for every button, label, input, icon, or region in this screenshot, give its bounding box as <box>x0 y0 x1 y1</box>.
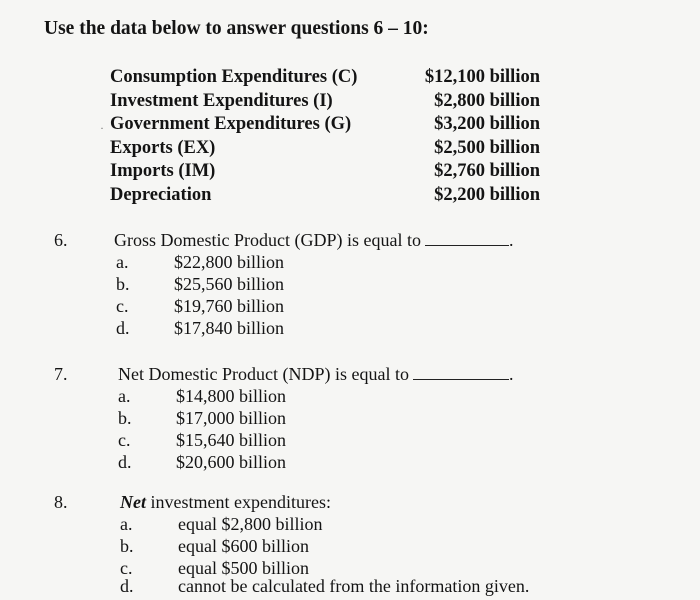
option-text: $17,000 billion <box>176 408 287 428</box>
data-row <box>110 185 540 209</box>
margin-dot: · <box>100 121 104 135</box>
data-value: $2,500 billion <box>434 137 540 158</box>
option-text: $15,640 billion <box>176 430 287 450</box>
question-number: 8. <box>54 492 68 512</box>
option-text: equal $2,800 billion <box>178 514 323 534</box>
option-text: $14,800 billion <box>176 386 287 406</box>
option-text: $19,760 billion <box>174 296 285 316</box>
data-value: $2,200 billion <box>434 184 540 205</box>
option-text: cannot be calculated from the information given. <box>178 576 530 596</box>
data-row <box>110 114 540 138</box>
data-label: Imports (IM) <box>110 161 216 181</box>
option-letter: d. <box>120 576 134 596</box>
data-row <box>110 67 540 91</box>
option-text: equal $500 billion <box>178 558 309 578</box>
data-value: $3,200 billion <box>434 114 540 134</box>
option-letter: b. <box>116 274 130 294</box>
option-letter: c. <box>118 430 131 450</box>
data-label: Exports (EX) <box>110 137 216 158</box>
question-prompt: investment expenditures: <box>146 492 331 512</box>
data-table <box>110 67 540 208</box>
data-row <box>110 138 540 162</box>
option-text: equal $600 billion <box>178 536 309 556</box>
data-value: $2,800 billion <box>434 90 540 111</box>
data-value: $2,760 billion <box>434 161 540 181</box>
question-prompt: Net Domestic Product (NDP) is equal to <box>118 364 409 384</box>
option-letter: b. <box>120 536 134 556</box>
option-letter: d. <box>118 452 132 472</box>
data-label: Government Expenditures (G) <box>110 114 352 134</box>
question-end: . <box>508 364 514 384</box>
question-6 <box>54 230 614 345</box>
question-emphasis: Net <box>120 492 146 512</box>
option-letter: d. <box>116 318 130 338</box>
data-label: Consumption Expenditures (C) <box>110 67 358 87</box>
question-number: 7. <box>54 364 68 384</box>
data-row <box>110 161 540 185</box>
option-text: $22,800 billion <box>174 252 285 272</box>
question-text <box>118 364 513 385</box>
option-letter: c. <box>120 558 133 578</box>
option-letter: b. <box>118 408 132 428</box>
answer-blank <box>413 365 509 380</box>
question-7 <box>54 364 614 479</box>
question-text <box>114 230 513 251</box>
question-end: . <box>508 230 514 250</box>
option-letter: a. <box>120 514 133 534</box>
option-letter: a. <box>116 252 129 272</box>
option-text: $17,840 billion <box>174 318 285 338</box>
question-text <box>120 492 331 513</box>
option-text: $25,560 billion <box>174 274 285 294</box>
option-letter: a. <box>118 386 131 406</box>
option-letter: c. <box>116 296 129 316</box>
data-row <box>110 91 540 115</box>
data-label: Investment Expenditures (I) <box>110 90 333 111</box>
question-number: 6. <box>54 230 68 250</box>
question-prompt: Gross Domestic Product (GDP) is equal to <box>114 230 421 250</box>
question-8 <box>54 492 654 598</box>
option-text: $20,600 billion <box>176 452 287 472</box>
data-label: Depreciation <box>110 184 212 205</box>
data-value: $12,100 billion <box>424 67 540 87</box>
answer-blank <box>425 231 509 246</box>
instructions-heading: Use the data below to answer questions 6 – 10: <box>44 18 429 39</box>
